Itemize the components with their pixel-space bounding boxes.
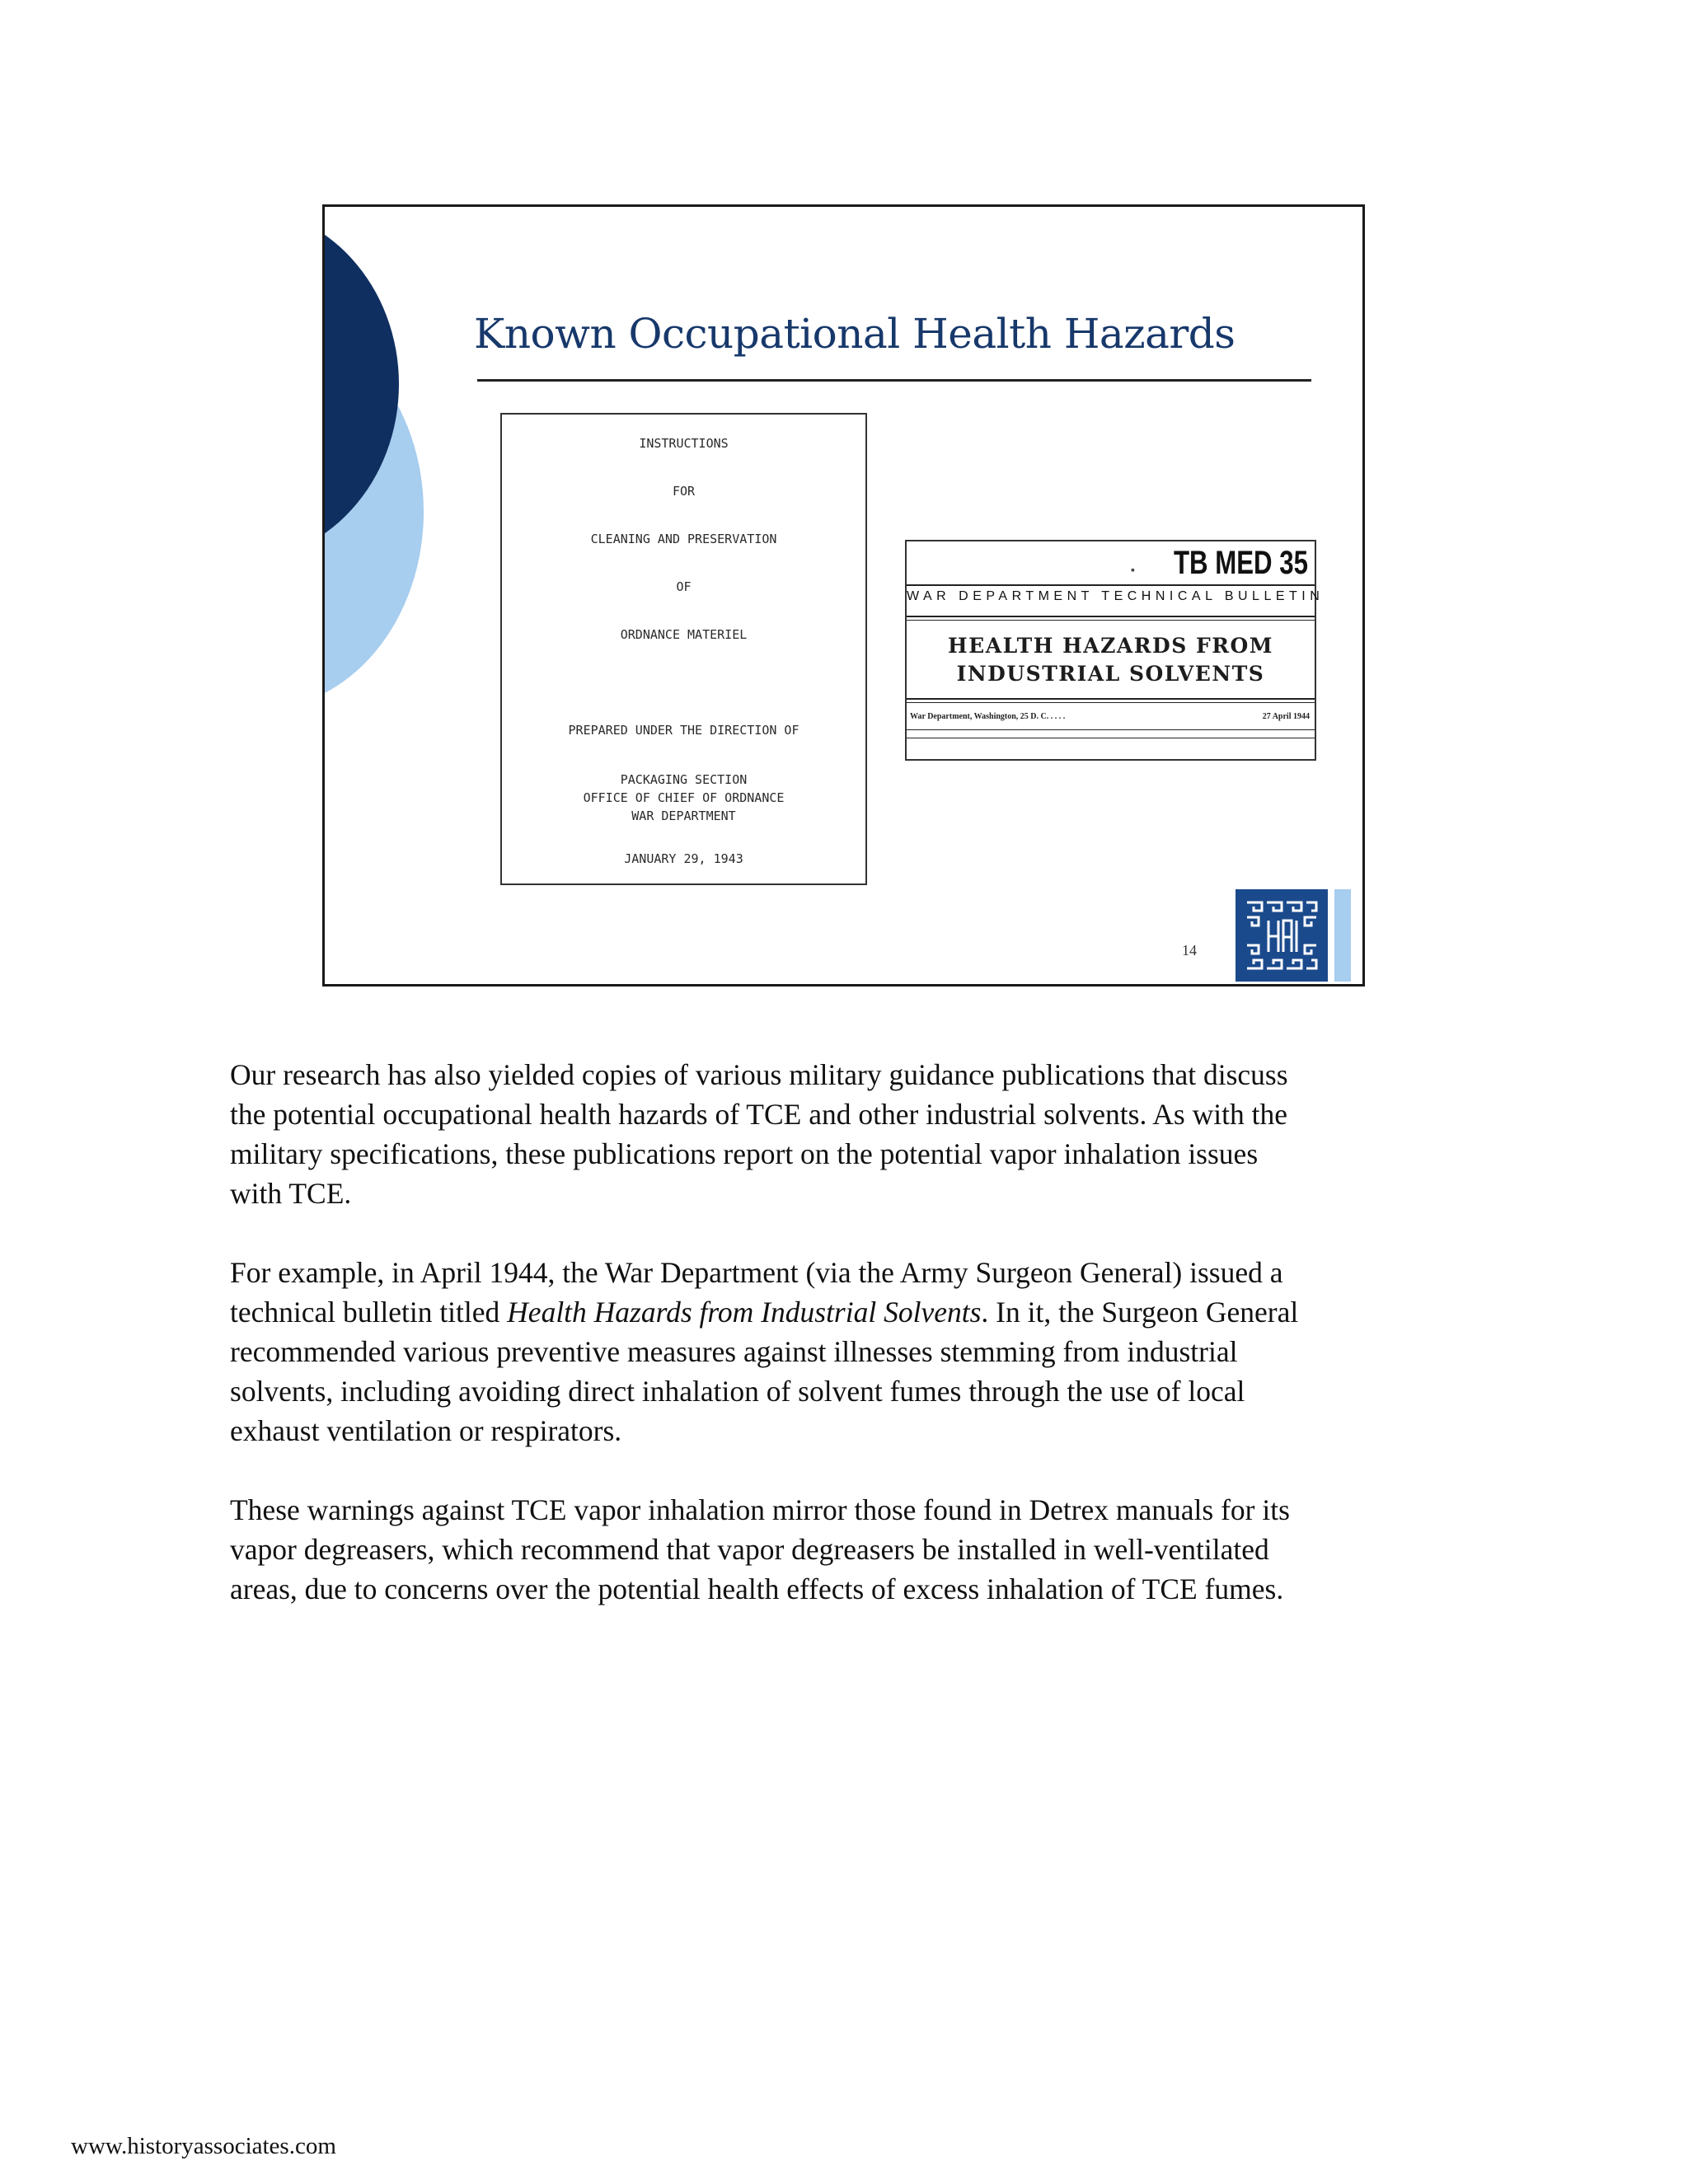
bulletin-rule (907, 616, 1315, 617)
bulletin-rule (907, 620, 1315, 621)
text-segment: . In it, the Surgeon General (981, 1296, 1299, 1329)
history-associates-logo (1236, 889, 1328, 982)
doc-line: PREPARED UNDER THE DIRECTION OF (568, 723, 799, 738)
text-line: Our research has also yielded copies of various military guidance publications that discuss (230, 1058, 1288, 1091)
slide-title: Known Occupational Health Hazards (474, 310, 1236, 358)
text-line: military specifications, these publications report on the potential vapor inhalation issues (230, 1137, 1259, 1170)
text-line: vapor degreasers, which recommend that vapor degreasers be installed in well-ventilated (230, 1533, 1269, 1566)
footer-website: www.historyassociates.com (71, 2133, 336, 2159)
doc-line: OF (676, 579, 692, 594)
bulletin-rule (907, 702, 1315, 703)
bulletin-rule (907, 729, 1315, 730)
text-line: These warnings against TCE vapor inhalation mirror those found in Detrex manuals for its (230, 1493, 1290, 1526)
text-segment: technical bulletin titled (230, 1296, 508, 1329)
text-line: with TCE. (230, 1177, 352, 1210)
presentation-slide (322, 204, 1365, 987)
doc-line: WAR DEPARTMENT (631, 808, 736, 823)
doc-line: ORDNANCE MATERIEL (620, 627, 748, 642)
text-line: solvents, including avoiding direct inhalation of solvent fumes through the use of local (230, 1375, 1245, 1408)
bulletin-headline-line: INDUSTRIAL SOLVENTS (956, 662, 1265, 686)
greek-key-logo-icon (1236, 889, 1328, 982)
doc-line: INSTRUCTIONS (639, 436, 729, 451)
doc-line: OFFICE OF CHIEF OF ORDNANCE (583, 790, 785, 805)
bulletin-issuer: War Department, Washington, 25 D. C. . . . . (910, 712, 1066, 721)
text-line: recommended various preventive measures against illnesses stemming from industrial (230, 1335, 1238, 1368)
paragraph-war-department-bulletin (230, 1253, 1483, 1451)
text-line: For example, in April 1944, the War Department (via the Army Surgeon General) issued a (230, 1256, 1283, 1289)
bulletin-rule (907, 698, 1315, 700)
slide-page-number: 14 (1182, 942, 1197, 958)
text-line (230, 1292, 1483, 1332)
doc-line: FOR (672, 484, 696, 499)
text-line: the potential occupational health hazards of TCE and other industrial solvents. As with the (230, 1098, 1287, 1131)
bulletin-number: TB MED 35 (1174, 545, 1308, 581)
doc-line: PACKAGING SECTION (620, 772, 748, 787)
bulletin-title-italic: Health Hazards from Industrial Solvents (507, 1296, 982, 1329)
paragraph-military-publications (230, 1055, 1483, 1213)
technical-bulletin-document (905, 540, 1325, 761)
bulletin-mark: ▪ (1131, 565, 1135, 577)
paragraph-detrex-manuals (230, 1490, 1483, 1609)
title-divider (477, 379, 1311, 382)
text-line: exhaust ventilation or respirators. (230, 1414, 622, 1447)
ordnance-instructions-document (500, 413, 867, 885)
doc-line: CLEANING AND PRESERVATION (590, 532, 777, 546)
bulletin-series: WAR DEPARTMENT TECHNICAL BULLETIN (907, 589, 1325, 603)
bulletin-date: 27 April 1944 (1262, 712, 1310, 721)
bulletin-rule (907, 584, 1315, 586)
text-line: areas, due to concerns over the potential health effects of excess inhalation of TCE fumes. (230, 1572, 1284, 1605)
bulletin-headline-line: HEALTH HAZARDS FROM (948, 634, 1273, 658)
bulletin-headline (907, 632, 1315, 688)
logo-accent-stripe (1334, 889, 1351, 982)
doc-date: JANUARY 29, 1943 (624, 851, 743, 866)
